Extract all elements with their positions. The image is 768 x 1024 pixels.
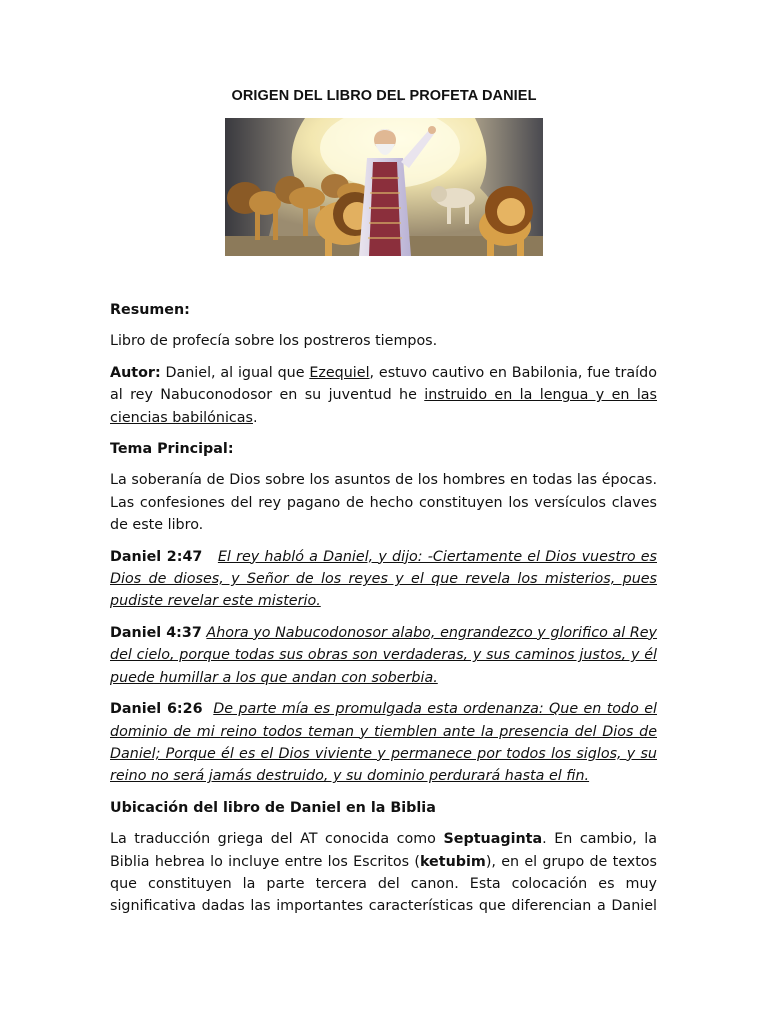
verse-daniel-6-26 [110,698,657,788]
septuaginta-term: Septuaginta [443,831,543,848]
autor-label: Autor: [110,364,161,381]
verse-ref: Daniel 6:26 [110,701,203,718]
ubicacion-text-3: ), en el grupo de textos que constituyen la parte tercera del canon. Esta colocación es muy significativa dadas las importantes características que diferencian a Daniel [110,853,657,915]
daniel-in-lions-den-illustration [225,118,543,256]
autor-paragraph [110,362,657,429]
ubicacion-paragraph [110,828,657,918]
document-title: ORIGEN DEL LIBRO DEL PROFETA DANIEL [231,88,537,104]
ezequiel-link[interactable]: Ezequiel [309,364,370,381]
autor-text-3: . [252,409,258,426]
ketubim-term: ketubim [419,853,486,870]
verse-text: De parte mía es promulgada esta ordenanza: Que en todo el dominio de mi reino todos teman y tiemblen ante la presencia del Dios de Daniel; Porque él es el Dios viviente y permanece por todos los siglos, y su reino no será jamás destruido, y su dominio perdurará hasta el fin. [110,701,657,785]
resumen-text: Libro de profecía sobre los postreros tiempos. [110,333,438,350]
verse-daniel-4-37 [110,622,657,689]
autor-text-1: Daniel, al igual que [160,364,310,381]
ubicacion-heading: Ubicación del libro de Daniel en la Biblia [110,799,436,816]
tema-text: La soberanía de Dios sobre los asuntos de los hombres en todas las épocas. Las confesiones del rey pagano de hecho constituyen los versículos claves de este libro. [110,472,657,534]
verse-text: Ahora yo Nabucodonosor alabo, engrandezco y glorifico al Rey del cielo, porque todas sus obras son verdaderas, y sus caminos justos, y él puede humillar a los que andan con soberbia. [110,624,658,686]
verse-daniel-2-47 [110,546,657,613]
tema-heading: Tema Principal: [110,441,234,458]
ubicacion-text-1: La traducción griega del AT conocida como [110,831,444,848]
babilonicas-link[interactable]: instruido en la lengua y en las ciencias babilónicas [110,387,658,426]
document-body [110,299,657,927]
verse-ref: Daniel 4:37 [110,624,202,641]
verse-ref: Daniel 2:47 [110,548,203,565]
resumen-heading: Resumen: [110,302,190,318]
verse-text: El rey habló a Daniel, y dijo: -Ciertamente el Dios vuestro es Dios de dioses, y Señor de los reyes y el que revela los misterios, pues pudiste revelar este misterio. [110,548,657,610]
ubicacion-text-2: . En cambio, la Biblia hebrea lo incluye entre los Escritos ( [110,831,657,870]
autor-text-2: , estuvo cautivo en Babilonia, fue traído al rey Nabuconodosor en su juventud he [110,364,657,404]
